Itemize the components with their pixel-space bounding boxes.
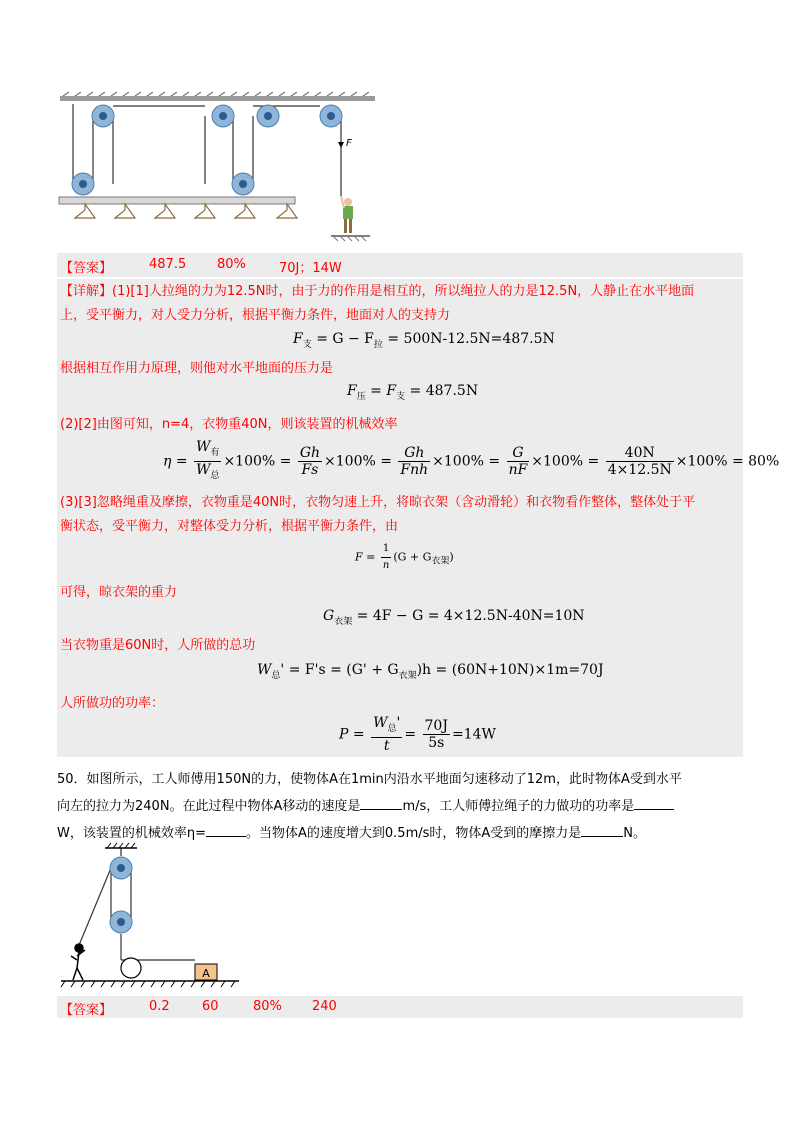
fixed-pulley-icon <box>92 105 342 127</box>
ground-pulley-icon <box>121 958 141 978</box>
detail-paragraph: 当衣物重是60N时，人所做的总功 <box>60 638 256 653</box>
detail-paragraph: 衡状态，受平衡力，对整体受力分析，根据平衡力条件，由 <box>60 519 399 534</box>
detail-paragraph: 可得，晾衣架的重力 <box>60 585 178 600</box>
worker-pulley-figure <box>55 842 245 990</box>
pulley-icon <box>110 857 132 933</box>
explanation-box <box>57 279 780 757</box>
equation-support-force: $F_支 = G - F_拉 = 500N-12.5N=487.5N$ <box>293 331 555 350</box>
answer-blank <box>581 836 623 837</box>
person-pulling-icon <box>341 196 353 233</box>
block-a-label: A <box>202 967 210 980</box>
answer-box <box>57 253 743 277</box>
equation-force-n: F = $\frac{1}{n}$ $(G + G_{衣架})$ <box>355 543 454 571</box>
detail-paragraph: (3)[3]忽略绳重及摩擦，衣物重是40N时，衣物匀速上升，将晾衣架（含动滑轮）和衣物看作整体，整体处于平 <box>60 495 696 510</box>
answer-blank <box>634 809 674 810</box>
detail-paragraph: 【详解】(1)[1]人拉绳的力为12.5N时，由于力的作用是相互的，所以绳拉人的力是12.5N，人静止在水平地面 <box>60 284 695 299</box>
answer-blank <box>360 809 402 810</box>
hanger-icon <box>75 204 297 218</box>
answer-value: 487.5 <box>149 257 187 272</box>
movable-pulley-icon <box>72 173 254 195</box>
detail-paragraph: 上，受平衡力，对人受力分析，根据平衡力条件，地面对人的支持力 <box>60 308 451 323</box>
equation-efficiency: η = $\frac{W_有}{W_总}$ ×100% = $\frac{Gh}{Fs}$ ×100% = $\frac{Gh}{\text{Fnh}}$ ×100% = $\frac{G}{nF}$ ×100% = $\frac{40N}{4\times 12.5N}$ ×100% = 80% <box>163 439 780 481</box>
answer-value: 80% <box>217 257 246 272</box>
detail-paragraph: 根据相互作用力原理，则他对水平地面的压力是 <box>60 361 334 376</box>
equation-rack-weight: $G_{衣架} = 4F - G = 4\times 12.5N-40N=10N$ <box>323 608 585 627</box>
worker-icon <box>71 944 85 980</box>
answer-blank <box>206 836 246 837</box>
force-label: F <box>346 138 352 149</box>
pulley-rack-figure <box>55 92 385 247</box>
answer-value: 240 <box>312 999 337 1014</box>
question-text: W，该装置的机械效率η= 。当物体A的速度增大到0.5m/s时，物体A受到的摩擦力是 N。 <box>57 826 647 841</box>
equation-pressure: $F_压 = F_支 = 487.5N$ <box>347 383 479 402</box>
question-text: 50．如图所示，工人师傅用150N的力，使物体A在1min内沿水平地面匀速移动了12m，此时物体A受到水平 <box>57 772 682 787</box>
answer-box <box>57 996 743 1018</box>
question-text: 向左的拉力为240N。在此过程中物体A移动的速度是 m/s，工人师傅拉绳子的力做功的功率是 <box>57 796 674 818</box>
answer-value: 0.2 <box>149 999 170 1014</box>
equation-total-work: $W_总' = F's = (G' + G_{衣架})h = (60N+10N)\times 1m=70J$ <box>257 662 604 681</box>
answer-tag: 【答案】 <box>60 261 113 276</box>
detail-paragraph: (2)[2]由图可知，n=4，衣物重40N，则该装置的机械效率 <box>60 417 398 432</box>
answer-value: 60 <box>202 999 219 1014</box>
answer-value: 70J；14W <box>279 261 342 276</box>
answer-value: 80% <box>253 999 282 1014</box>
equation-power: P = $\frac{W_总'}{t}$ = $\frac{70J}{5s}$ =14W <box>339 715 496 754</box>
answer-tag: 【答案】 <box>60 1003 113 1018</box>
detail-paragraph: 人所做功的功率： <box>60 696 165 711</box>
